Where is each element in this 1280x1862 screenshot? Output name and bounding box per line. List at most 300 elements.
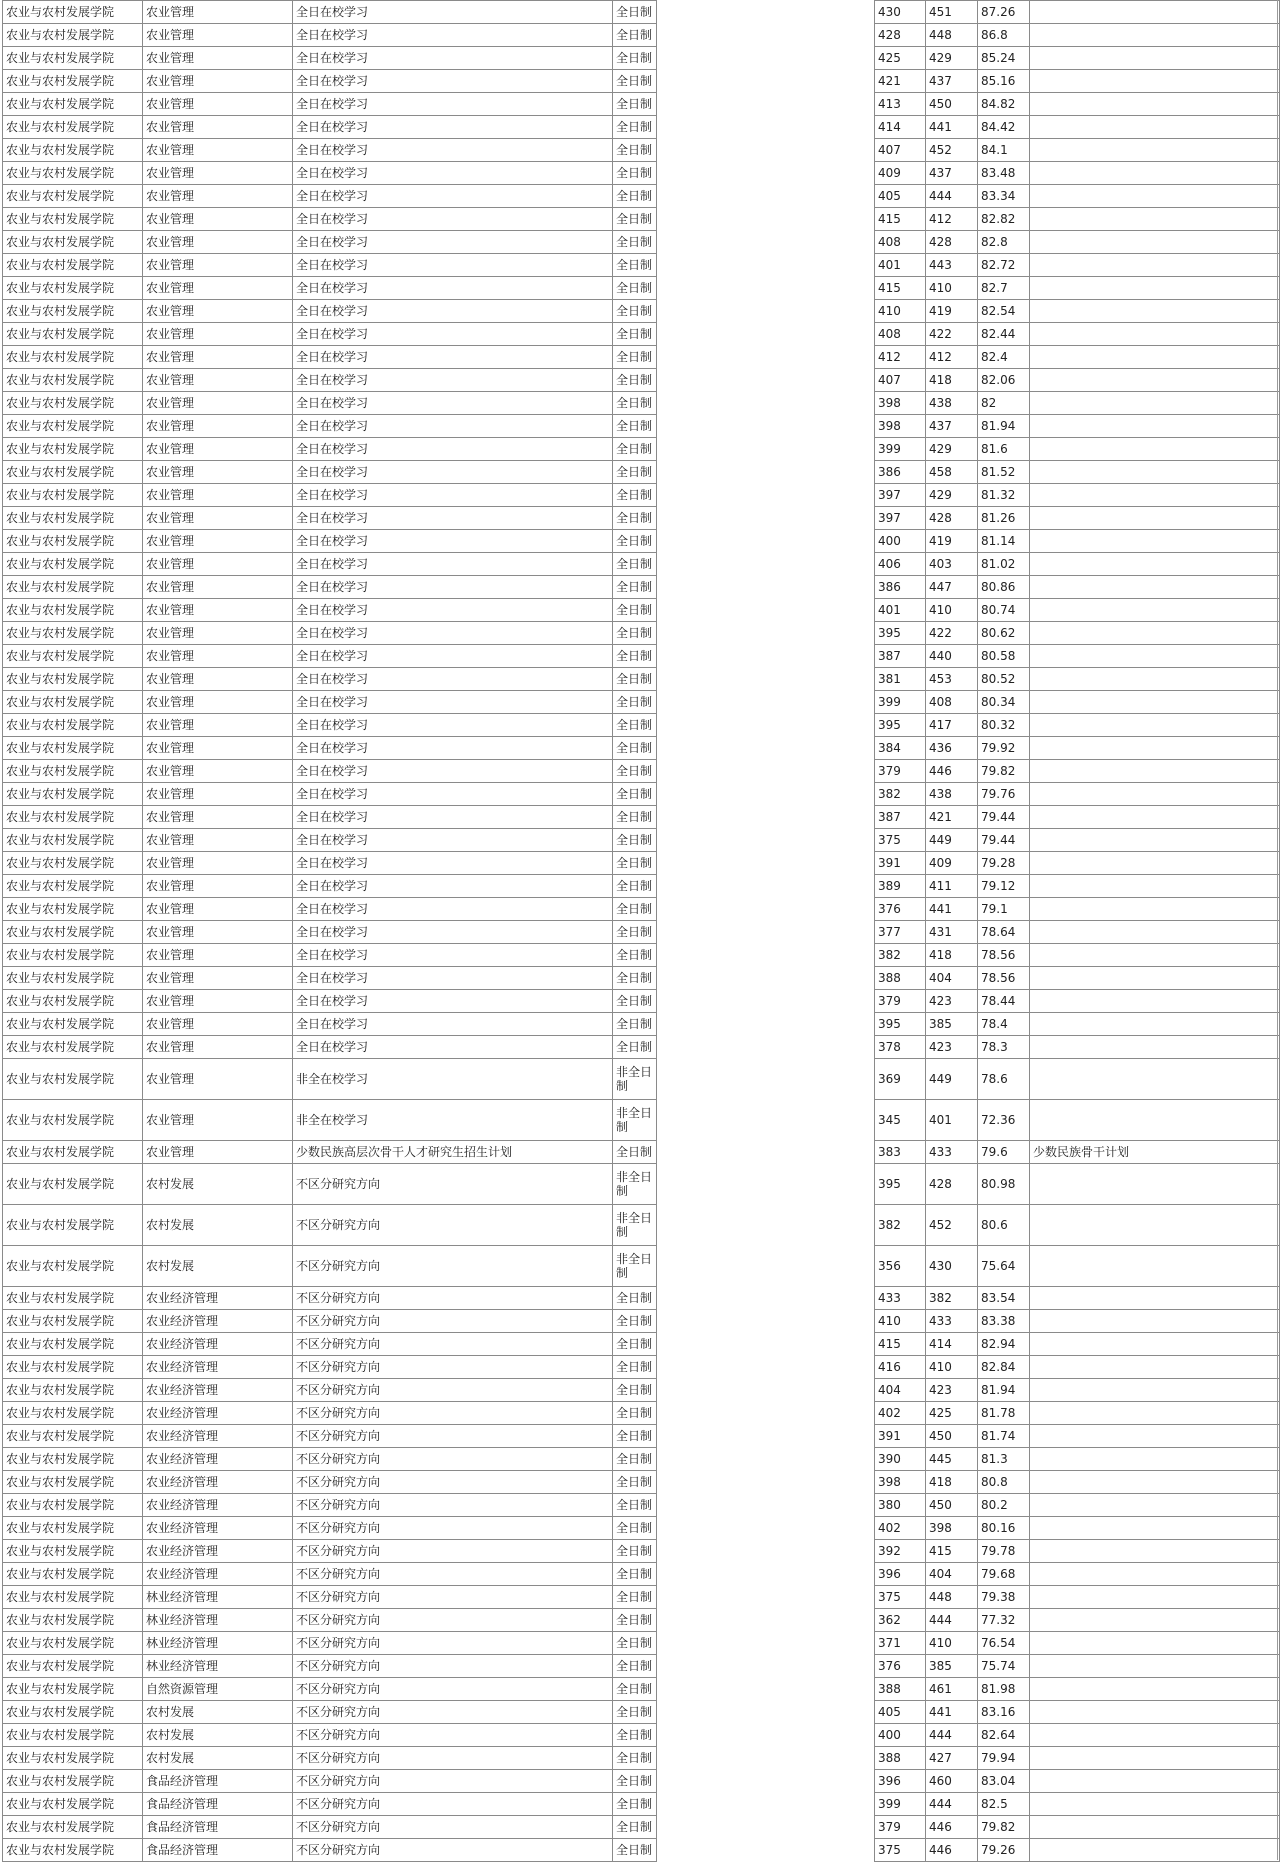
remark-cell — [1030, 944, 1280, 967]
gap-cell — [657, 1, 875, 24]
score_b-cell: 431 — [926, 921, 978, 944]
total-cell: 81.78 — [978, 1402, 1030, 1425]
college-cell: 农业与农村发展学院 — [3, 438, 143, 461]
major-cell: 农业管理 — [143, 1141, 293, 1164]
score_a-cell: 386 — [875, 461, 926, 484]
major-cell: 农业管理 — [143, 875, 293, 898]
remark-cell — [1030, 553, 1280, 576]
score_a-cell: 401 — [875, 599, 926, 622]
college-cell: 农业与农村发展学院 — [3, 1632, 143, 1655]
remark-cell — [1030, 1517, 1280, 1540]
gap-cell — [657, 1356, 875, 1379]
score_b-cell: 433 — [926, 1310, 978, 1333]
table-row — [3, 1164, 1280, 1205]
total-cell: 85.16 — [978, 70, 1030, 93]
remark-cell — [1030, 1333, 1280, 1356]
score_a-cell: 401 — [875, 254, 926, 277]
major-cell: 农业管理 — [143, 323, 293, 346]
total-cell: 82.94 — [978, 1333, 1030, 1356]
mode-cell: 全日制 — [613, 944, 657, 967]
total-cell: 86.8 — [978, 24, 1030, 47]
remark-cell — [1030, 70, 1280, 93]
mode-cell: 全日制 — [613, 1563, 657, 1586]
remark-cell — [1030, 1770, 1280, 1793]
score_a-cell: 396 — [875, 1563, 926, 1586]
score_a-cell: 399 — [875, 438, 926, 461]
college-cell: 农业与农村发展学院 — [3, 392, 143, 415]
mode-cell: 全日制 — [613, 553, 657, 576]
direction-cell: 不区分研究方向 — [293, 1333, 613, 1356]
remark-cell — [1030, 1563, 1280, 1586]
remark-cell — [1030, 783, 1280, 806]
college-cell: 农业与农村发展学院 — [3, 967, 143, 990]
college-cell: 农业与农村发展学院 — [3, 507, 143, 530]
table-row — [3, 323, 1280, 346]
mode-cell: 全日制 — [613, 1013, 657, 1036]
score_b-cell: 448 — [926, 24, 978, 47]
direction-cell: 全日在校学习 — [293, 668, 613, 691]
major-cell: 农业经济管理 — [143, 1471, 293, 1494]
total-cell: 79.44 — [978, 829, 1030, 852]
remark-cell — [1030, 852, 1280, 875]
gap-cell — [657, 875, 875, 898]
direction-cell: 全日在校学习 — [293, 852, 613, 875]
college-cell: 农业与农村发展学院 — [3, 1793, 143, 1816]
table-row — [3, 47, 1280, 70]
total-cell: 80.86 — [978, 576, 1030, 599]
major-cell: 农业管理 — [143, 277, 293, 300]
mode-cell: 全日制 — [613, 691, 657, 714]
gap-cell — [657, 760, 875, 783]
table-row — [3, 691, 1280, 714]
gap-cell — [657, 1839, 875, 1862]
mode-cell: 全日制 — [613, 415, 657, 438]
score_a-cell: 378 — [875, 1036, 926, 1059]
table-row — [3, 1632, 1280, 1655]
table-row — [3, 438, 1280, 461]
total-cell: 80.58 — [978, 645, 1030, 668]
total-cell: 80.74 — [978, 599, 1030, 622]
table-row — [3, 1724, 1280, 1747]
score_b-cell: 450 — [926, 1425, 978, 1448]
score_a-cell: 362 — [875, 1609, 926, 1632]
total-cell: 84.42 — [978, 116, 1030, 139]
major-cell: 农业管理 — [143, 553, 293, 576]
score_b-cell: 410 — [926, 1356, 978, 1379]
direction-cell: 不区分研究方向 — [293, 1448, 613, 1471]
direction-cell: 全日在校学习 — [293, 507, 613, 530]
major-cell: 农业管理 — [143, 967, 293, 990]
table-row — [3, 553, 1280, 576]
score_b-cell: 382 — [926, 1287, 978, 1310]
direction-cell: 全日在校学习 — [293, 346, 613, 369]
total-cell: 87.26 — [978, 1, 1030, 24]
table-row — [3, 1333, 1280, 1356]
direction-cell: 全日在校学习 — [293, 70, 613, 93]
major-cell: 农业管理 — [143, 185, 293, 208]
total-cell: 79.82 — [978, 1816, 1030, 1839]
score_b-cell: 452 — [926, 1205, 978, 1246]
mode-cell: 全日制 — [613, 1425, 657, 1448]
major-cell: 农业管理 — [143, 1036, 293, 1059]
remark-cell — [1030, 1402, 1280, 1425]
total-cell: 79.26 — [978, 1839, 1030, 1862]
gap-cell — [657, 530, 875, 553]
major-cell: 农业管理 — [143, 530, 293, 553]
table-row — [3, 1356, 1280, 1379]
remark-cell — [1030, 1632, 1280, 1655]
table-row — [3, 208, 1280, 231]
score_b-cell: 423 — [926, 1379, 978, 1402]
score_b-cell: 449 — [926, 1059, 978, 1100]
score_b-cell: 438 — [926, 392, 978, 415]
gap-cell — [657, 1747, 875, 1770]
remark-cell — [1030, 1059, 1280, 1100]
table-row — [3, 116, 1280, 139]
remark-cell — [1030, 116, 1280, 139]
college-cell: 农业与农村发展学院 — [3, 898, 143, 921]
college-cell: 农业与农村发展学院 — [3, 852, 143, 875]
table-row — [3, 1287, 1280, 1310]
score_b-cell: 429 — [926, 438, 978, 461]
mode-cell: 全日制 — [613, 1333, 657, 1356]
mode-cell: 全日制 — [613, 231, 657, 254]
college-cell: 农业与农村发展学院 — [3, 461, 143, 484]
major-cell: 林业经济管理 — [143, 1609, 293, 1632]
college-cell: 农业与农村发展学院 — [3, 1246, 143, 1287]
college-cell: 农业与农村发展学院 — [3, 1655, 143, 1678]
total-cell: 80.62 — [978, 622, 1030, 645]
mode-cell: 全日制 — [613, 990, 657, 1013]
table-row — [3, 1379, 1280, 1402]
remark-cell — [1030, 1379, 1280, 1402]
college-cell: 农业与农村发展学院 — [3, 1205, 143, 1246]
remark-cell — [1030, 1164, 1280, 1205]
remark-cell — [1030, 1816, 1280, 1839]
gap-cell — [657, 1246, 875, 1287]
direction-cell: 不区分研究方向 — [293, 1655, 613, 1678]
major-cell: 农业管理 — [143, 1013, 293, 1036]
mode-cell: 全日制 — [613, 1036, 657, 1059]
direction-cell: 全日在校学习 — [293, 645, 613, 668]
total-cell: 81.74 — [978, 1425, 1030, 1448]
college-cell: 农业与农村发展学院 — [3, 1448, 143, 1471]
direction-cell: 全日在校学习 — [293, 185, 613, 208]
table-row — [3, 1839, 1280, 1862]
college-cell: 农业与农村发展学院 — [3, 921, 143, 944]
right-edge-rule — [1277, 0, 1278, 1860]
score_a-cell: 404 — [875, 1379, 926, 1402]
gap-cell — [657, 1379, 875, 1402]
major-cell: 农业经济管理 — [143, 1494, 293, 1517]
gap-cell — [657, 323, 875, 346]
mode-cell: 全日制 — [613, 461, 657, 484]
gap-cell — [657, 990, 875, 1013]
major-cell: 农业管理 — [143, 139, 293, 162]
table-row — [3, 70, 1280, 93]
mode-cell: 全日制 — [613, 1816, 657, 1839]
score_b-cell: 438 — [926, 783, 978, 806]
score_a-cell: 369 — [875, 1059, 926, 1100]
major-cell: 农业经济管理 — [143, 1333, 293, 1356]
mode-cell: 全日制 — [613, 116, 657, 139]
score_a-cell: 397 — [875, 507, 926, 530]
major-cell: 农业管理 — [143, 1059, 293, 1100]
table-row — [3, 1701, 1280, 1724]
total-cell: 81.32 — [978, 484, 1030, 507]
mode-cell: 全日制 — [613, 1141, 657, 1164]
table-row — [3, 1100, 1280, 1141]
college-cell: 农业与农村发展学院 — [3, 93, 143, 116]
major-cell: 农业经济管理 — [143, 1310, 293, 1333]
gap-cell — [657, 346, 875, 369]
direction-cell: 不区分研究方向 — [293, 1747, 613, 1770]
college-cell: 农业与农村发展学院 — [3, 691, 143, 714]
remark-cell — [1030, 1, 1280, 24]
table-row — [3, 461, 1280, 484]
score_a-cell: 415 — [875, 1333, 926, 1356]
score_a-cell: 402 — [875, 1517, 926, 1540]
college-cell: 农业与农村发展学院 — [3, 1013, 143, 1036]
score_b-cell: 415 — [926, 1540, 978, 1563]
gap-cell — [657, 967, 875, 990]
direction-cell: 全日在校学习 — [293, 139, 613, 162]
table-row — [3, 1013, 1280, 1036]
total-cell: 78.44 — [978, 990, 1030, 1013]
college-cell: 农业与农村发展学院 — [3, 231, 143, 254]
score_b-cell: 418 — [926, 944, 978, 967]
gap-cell — [657, 1816, 875, 1839]
college-cell: 农业与农村发展学院 — [3, 875, 143, 898]
score_a-cell: 382 — [875, 783, 926, 806]
gap-cell — [657, 93, 875, 116]
gap-cell — [657, 599, 875, 622]
total-cell: 80.98 — [978, 1164, 1030, 1205]
score_b-cell: 421 — [926, 806, 978, 829]
major-cell: 农业经济管理 — [143, 1356, 293, 1379]
remark-cell — [1030, 93, 1280, 116]
major-cell: 林业经济管理 — [143, 1632, 293, 1655]
score_a-cell: 376 — [875, 1655, 926, 1678]
college-cell: 农业与农村发展学院 — [3, 346, 143, 369]
total-cell: 79.94 — [978, 1747, 1030, 1770]
table-row — [3, 645, 1280, 668]
remark-cell — [1030, 668, 1280, 691]
mode-cell: 非全日制 — [613, 1164, 657, 1205]
direction-cell: 全日在校学习 — [293, 921, 613, 944]
major-cell: 农业管理 — [143, 70, 293, 93]
total-cell: 75.74 — [978, 1655, 1030, 1678]
gap-cell — [657, 185, 875, 208]
direction-cell: 全日在校学习 — [293, 760, 613, 783]
major-cell: 农业管理 — [143, 208, 293, 231]
college-cell: 农业与农村发展学院 — [3, 300, 143, 323]
gap-cell — [657, 829, 875, 852]
gap-cell — [657, 1310, 875, 1333]
remark-cell — [1030, 829, 1280, 852]
gap-cell — [657, 415, 875, 438]
score_a-cell: 415 — [875, 277, 926, 300]
remark-cell — [1030, 1100, 1280, 1141]
score_a-cell: 395 — [875, 714, 926, 737]
score_b-cell: 428 — [926, 507, 978, 530]
score_a-cell: 396 — [875, 1770, 926, 1793]
mode-cell: 全日制 — [613, 1, 657, 24]
mode-cell: 全日制 — [613, 254, 657, 277]
table-row — [3, 415, 1280, 438]
remark-cell — [1030, 185, 1280, 208]
college-cell: 农业与农村发展学院 — [3, 1494, 143, 1517]
gap-cell — [657, 47, 875, 70]
major-cell: 农业管理 — [143, 668, 293, 691]
total-cell: 82.06 — [978, 369, 1030, 392]
major-cell: 农业管理 — [143, 93, 293, 116]
major-cell: 农业管理 — [143, 300, 293, 323]
mode-cell: 全日制 — [613, 530, 657, 553]
score_b-cell: 417 — [926, 714, 978, 737]
college-cell: 农业与农村发展学院 — [3, 1701, 143, 1724]
gap-cell — [657, 1100, 875, 1141]
direction-cell: 非全在校学习 — [293, 1059, 613, 1100]
total-cell: 79.44 — [978, 806, 1030, 829]
major-cell: 农业管理 — [143, 829, 293, 852]
score_a-cell: 390 — [875, 1448, 926, 1471]
direction-cell: 不区分研究方向 — [293, 1356, 613, 1379]
mode-cell: 全日制 — [613, 438, 657, 461]
mode-cell: 全日制 — [613, 1517, 657, 1540]
remark-cell — [1030, 415, 1280, 438]
mode-cell: 全日制 — [613, 1356, 657, 1379]
score_b-cell: 441 — [926, 1701, 978, 1724]
remark-cell — [1030, 1013, 1280, 1036]
college-cell: 农业与农村发展学院 — [3, 1540, 143, 1563]
table-row — [3, 530, 1280, 553]
direction-cell: 全日在校学习 — [293, 737, 613, 760]
table-row — [3, 254, 1280, 277]
score_b-cell: 451 — [926, 1, 978, 24]
mode-cell: 全日制 — [613, 1839, 657, 1862]
table-row — [3, 1402, 1280, 1425]
total-cell: 81.6 — [978, 438, 1030, 461]
total-cell: 80.16 — [978, 1517, 1030, 1540]
score_a-cell: 377 — [875, 921, 926, 944]
table-row — [3, 806, 1280, 829]
total-cell: 79.82 — [978, 760, 1030, 783]
gap-cell — [657, 139, 875, 162]
major-cell: 农业管理 — [143, 162, 293, 185]
gap-cell — [657, 1724, 875, 1747]
college-cell: 农业与农村发展学院 — [3, 645, 143, 668]
score_b-cell: 412 — [926, 346, 978, 369]
remark-cell — [1030, 576, 1280, 599]
remark-cell — [1030, 691, 1280, 714]
score_a-cell: 356 — [875, 1246, 926, 1287]
remark-cell — [1030, 875, 1280, 898]
table-row — [3, 346, 1280, 369]
major-cell: 农业管理 — [143, 783, 293, 806]
mode-cell: 全日制 — [613, 369, 657, 392]
gap-cell — [657, 1770, 875, 1793]
remark-cell — [1030, 461, 1280, 484]
remark-cell — [1030, 645, 1280, 668]
major-cell: 农业经济管理 — [143, 1563, 293, 1586]
direction-cell: 全日在校学习 — [293, 93, 613, 116]
score_a-cell: 376 — [875, 898, 926, 921]
total-cell: 83.34 — [978, 185, 1030, 208]
college-cell: 农业与农村发展学院 — [3, 1425, 143, 1448]
direction-cell: 全日在校学习 — [293, 783, 613, 806]
major-cell: 农业管理 — [143, 369, 293, 392]
major-cell: 农业经济管理 — [143, 1540, 293, 1563]
score_b-cell: 423 — [926, 990, 978, 1013]
table-row — [3, 185, 1280, 208]
college-cell: 农业与农村发展学院 — [3, 1839, 143, 1862]
mode-cell: 全日制 — [613, 208, 657, 231]
score_a-cell: 407 — [875, 369, 926, 392]
score_a-cell: 388 — [875, 1747, 926, 1770]
score_a-cell: 375 — [875, 1586, 926, 1609]
mode-cell: 全日制 — [613, 346, 657, 369]
total-cell: 84.1 — [978, 139, 1030, 162]
total-cell: 81.02 — [978, 553, 1030, 576]
score_b-cell: 446 — [926, 1839, 978, 1862]
gap-cell — [657, 1333, 875, 1356]
total-cell: 78.4 — [978, 1013, 1030, 1036]
direction-cell: 不区分研究方向 — [293, 1678, 613, 1701]
table-row — [3, 484, 1280, 507]
remark-cell — [1030, 898, 1280, 921]
table-row — [3, 1059, 1280, 1100]
score_b-cell: 412 — [926, 208, 978, 231]
mode-cell: 非全日制 — [613, 1059, 657, 1100]
direction-cell: 全日在校学习 — [293, 1036, 613, 1059]
college-cell: 农业与农村发展学院 — [3, 1310, 143, 1333]
major-cell: 食品经济管理 — [143, 1770, 293, 1793]
direction-cell: 不区分研究方向 — [293, 1701, 613, 1724]
remark-cell — [1030, 599, 1280, 622]
table-row — [3, 24, 1280, 47]
college-cell: 农业与农村发展学院 — [3, 1471, 143, 1494]
table-row — [3, 139, 1280, 162]
total-cell: 81.3 — [978, 1448, 1030, 1471]
college-cell: 农业与农村发展学院 — [3, 24, 143, 47]
score_b-cell: 408 — [926, 691, 978, 714]
remark-cell — [1030, 1205, 1280, 1246]
score_a-cell: 410 — [875, 1310, 926, 1333]
table-row — [3, 1494, 1280, 1517]
major-cell: 农业管理 — [143, 921, 293, 944]
direction-cell: 全日在校学习 — [293, 622, 613, 645]
college-cell: 农业与农村发展学院 — [3, 277, 143, 300]
direction-cell: 全日在校学习 — [293, 323, 613, 346]
score_a-cell: 387 — [875, 806, 926, 829]
score_a-cell: 408 — [875, 323, 926, 346]
score_a-cell: 406 — [875, 553, 926, 576]
college-cell: 农业与农村发展学院 — [3, 622, 143, 645]
gap-cell — [657, 1701, 875, 1724]
remark-cell — [1030, 139, 1280, 162]
direction-cell: 全日在校学习 — [293, 530, 613, 553]
gap-cell — [657, 461, 875, 484]
college-cell: 农业与农村发展学院 — [3, 553, 143, 576]
college-cell: 农业与农村发展学院 — [3, 1747, 143, 1770]
gap-cell — [657, 1471, 875, 1494]
remark-cell — [1030, 990, 1280, 1013]
table-row — [3, 300, 1280, 323]
score_b-cell: 440 — [926, 645, 978, 668]
college-cell: 农业与农村发展学院 — [3, 47, 143, 70]
gap-cell — [657, 1494, 875, 1517]
